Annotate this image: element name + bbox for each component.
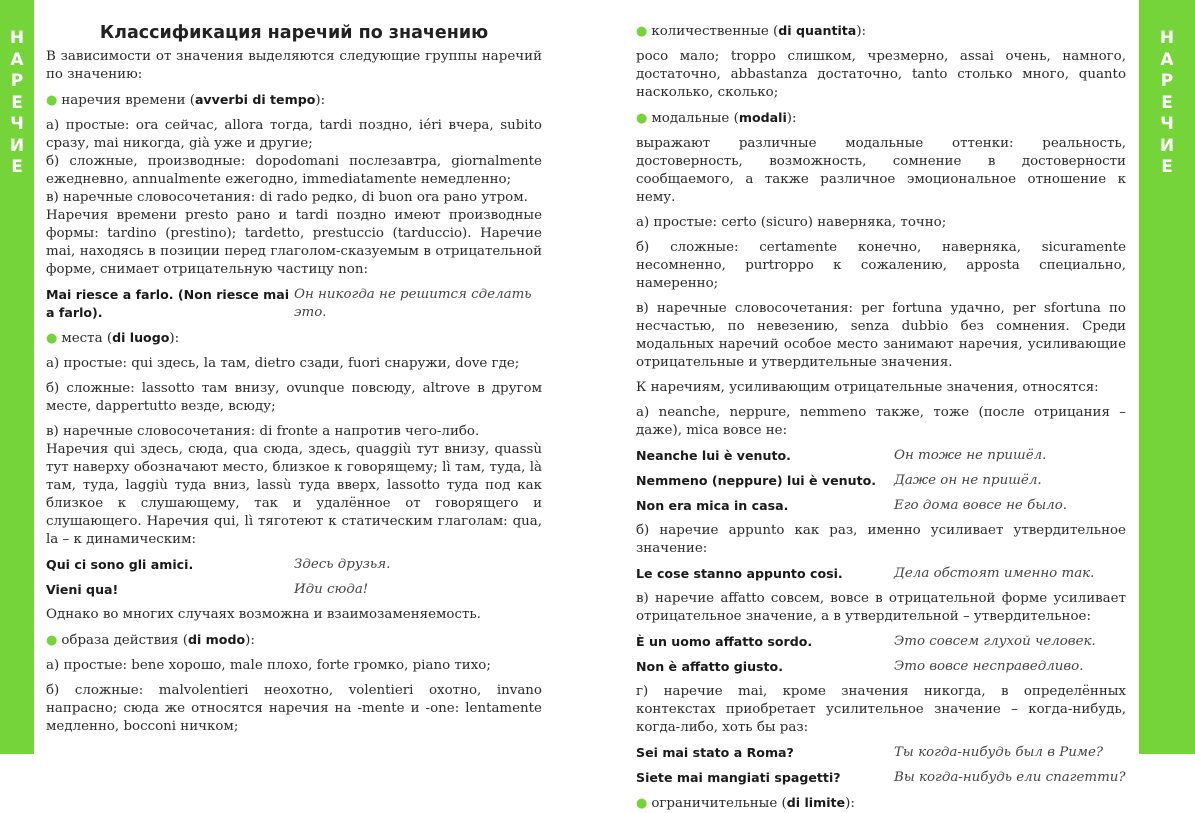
example-row	[636, 565, 1126, 583]
tab-letter: И	[9, 135, 25, 156]
example-russian: Он никогда не решится сделать это.	[294, 287, 532, 320]
section-term: modali	[738, 110, 787, 125]
time-note: Наречия времени presto рано и tardi поздно имеют производные формы: tardino (prestino); tardetto, prestuccio (tarduccio). Наречие mai, находясь в позиции перед глаголом-сказуемым в отрицательной форме, снимает отрицательную частицу non:	[46, 208, 542, 277]
example-italian: Sei mai stato a Roma?	[636, 745, 794, 760]
example-russian: Ты когда-нибудь был в Риме?	[894, 745, 1104, 760]
time-phrases: в) наречные словосочетания: di rado редко, di buon ora рано утром.	[46, 190, 528, 205]
bullet-icon: ●	[636, 111, 648, 126]
section-quantity-heading	[636, 22, 1126, 41]
example-row	[46, 581, 542, 599]
modal-mai: г) наречие mai, кроме значения никогда, в определённых контекстах приобретает усилительное значение – когда-нибудь, когда-либо, хоть бы раз:	[636, 684, 1126, 735]
example-row	[46, 556, 542, 574]
section-label: ограничительные (	[651, 796, 787, 811]
section-modal-heading	[636, 109, 1126, 128]
example-row	[636, 633, 1126, 651]
tab-letter: Н	[1159, 28, 1175, 48]
section-label: места (	[61, 331, 113, 346]
place-compound: б) сложные: lassotto там внизу, ovunque повсюду, altrove в другом месте, dappertutto везде, всюду;	[46, 381, 542, 414]
modal-phrases: в) наречные словосочетания: per fortuna удачно, per sfortuna по несчастью, по невезению, senza dubbio без сомнения. Среди модальных наречий особое место занимают наречия, усиливающие отрицательные и утвердительные значения.	[636, 301, 1126, 370]
section-term: di luogo	[112, 330, 170, 345]
tab-letter: Р	[10, 71, 24, 91]
section-term: di modo	[187, 632, 246, 647]
section-label-end: ):	[845, 796, 855, 811]
side-tab-right	[1139, 0, 1195, 754]
example-row	[636, 472, 1126, 490]
example-russian: Иди сюда!	[294, 582, 369, 597]
example-italian: Nemmeno (neppure) lui è venuto.	[636, 473, 877, 488]
modal-description: выражают различные модальные оттенки: реальность, достоверность, возможность, сомнение в достоверности сообщаемого, а также различное эмоциональное отношение к нему.	[636, 136, 1126, 205]
section-time-heading	[46, 91, 542, 110]
tab-letter: Р	[1160, 71, 1174, 91]
example-italian: Non era mica in casa.	[636, 498, 789, 513]
section-label-end: ):	[245, 633, 255, 648]
modal-negative-intro: К наречиям, усиливающим отрицательные значения, относятся:	[636, 380, 1099, 395]
section-manner-heading	[46, 631, 542, 650]
example-row	[636, 497, 1126, 515]
example-row	[636, 744, 1126, 762]
example-italian: Mai riesce a farlo. (Non riesce mai a farlo).	[46, 287, 290, 320]
modal-simple: а) простые: certo (sicuro) наверняка, точно;	[636, 215, 947, 230]
tab-letter: А	[1160, 49, 1174, 70]
section-label: модальные (	[651, 111, 739, 126]
time-simple: а) простые: ora сейчас, allora тогда, tardi поздно, iéri вчера, subito сразу, mai никогда, già уже и другие;	[46, 118, 542, 151]
tab-letter: Е	[1161, 92, 1173, 113]
section-label-end: ):	[786, 111, 797, 126]
tab-letter: Ч	[1160, 114, 1174, 134]
tab-letter: И	[1159, 135, 1175, 156]
section-label-end: ):	[315, 93, 326, 108]
section-place-heading	[46, 329, 542, 348]
tab-letter: Ч	[10, 114, 24, 134]
example-italian: È un uomo affatto sordo.	[636, 634, 813, 649]
example-russian: Вы когда-нибудь ели спагетти?	[894, 770, 1126, 785]
section-label: образа действия (	[61, 633, 188, 648]
example-row	[636, 769, 1126, 787]
section-term: di quantita	[778, 23, 857, 38]
example-italian: Neanche lui è venuto.	[636, 448, 791, 463]
time-compound: б) сложные, производные: dopodomani послезавтра, giornalmente ежедневно, annualmente ежегодно, immediatamente немедленно;	[46, 154, 542, 187]
example-russian: Это совсем глухой человек.	[894, 634, 1096, 649]
section-label-end: ):	[856, 24, 867, 39]
tab-letter: Е	[11, 92, 23, 113]
side-tab-word	[1139, 28, 1195, 179]
bullet-icon: ●	[46, 331, 58, 346]
manner-simple: а) простые: bene хорошо, male плохо, forte громко, piano тихо;	[46, 658, 491, 673]
section-label: наречия времени (	[61, 93, 195, 108]
example-russian: Здесь друзья.	[294, 557, 391, 572]
example-italian: Vieni qua!	[46, 582, 119, 597]
right-column	[636, 0, 1126, 811]
place-simple: а) простые: qui здесь, la там, dietro сзади, fuori снаружи, dove где;	[46, 356, 520, 371]
tab-letter: А	[10, 49, 24, 70]
page-title: Классификация наречий по значению	[99, 23, 489, 43]
modal-affatto: в) наречие affatto совсем, вовсе в отрицательной форме усиливает отрицательное значение, а в утвердительной – утвердительное:	[636, 591, 1126, 624]
example-russian: Он тоже не пришёл.	[894, 448, 1047, 463]
example-russian: Дела обстоят именно так.	[894, 566, 1095, 581]
side-tab-word	[0, 28, 34, 179]
example-russian: Его дома вовсе не было.	[894, 498, 1068, 513]
bullet-icon: ●	[46, 633, 58, 648]
modal-compound: б) сложные: certamente конечно, наверняка, sicuramente несомненно, purtroppo к сожалению, apposta специально, намеренно;	[636, 240, 1126, 291]
bullet-icon: ●	[636, 24, 648, 39]
modal-appunto: б) наречие appunto как раз, именно усиливает утвердительное значение:	[636, 523, 1126, 556]
section-label: количественные (	[651, 24, 779, 39]
side-tab-left	[0, 0, 34, 754]
example-italian: Le cose stanno appunto cosi.	[636, 566, 843, 581]
place-phrases: в) наречные словосочетания: di fronte a напротив чего-либо.	[46, 424, 480, 439]
example-italian: Qui ci sono gli amici.	[46, 557, 194, 572]
tab-letter: Е	[1161, 157, 1173, 177]
section-limit-heading	[636, 794, 1126, 813]
tab-letter: Н	[9, 28, 25, 48]
tab-letter: Е	[11, 157, 23, 177]
bullet-icon: ●	[46, 93, 58, 108]
place-note: Наречия qui здесь, сюда, qua сюда, здесь, quaggiù тут внизу, quassù тут наверху обозначают место, близкое к говорящему; lì там, туда, là там, туда, laggiù туда вниз, lassù туда вверх, lassotto туда под как близкое к слушающему, так и удалённое от говорящего и слушающего. Наречия qui, lì тяготеют к статическим глаголам: qua, la – к динамическим:	[46, 442, 542, 547]
section-term: avverbi di tempo	[194, 92, 316, 107]
example-row	[636, 447, 1126, 465]
bullet-icon: ●	[636, 796, 648, 811]
manner-compound: б) сложные: malvolentieri неохотно, volentieri охотно, invano напрасно; сюда же относятся наречия на -mente и -one: lentamente медленно, bocconi ничком;	[46, 683, 542, 734]
example-italian: Siete mai mangiati spagetti?	[636, 770, 841, 785]
left-column	[46, 0, 542, 754]
section-term: di limite	[786, 795, 846, 810]
example-russian: Даже он не пришёл.	[894, 473, 1042, 488]
modal-negative-list: а) neanche, neppure, nemmeno также, тоже (после отрицания – даже), mica вовсе не:	[636, 405, 1126, 438]
place-footnote: Однако во многих случаях возможна и взаимозаменяемость.	[46, 607, 481, 622]
intro-text: В зависимости от значения выделяются следующие группы наречий по значению:	[46, 49, 542, 82]
section-label-end: ):	[169, 331, 180, 346]
example-russian: Это вовсе несправедливо.	[894, 659, 1084, 674]
example-row	[636, 658, 1126, 676]
example-row	[46, 286, 542, 322]
quantity-list: poco мало; troppo слишком, чрезмерно, assai очень, намного, достаточно, abbastanza достаточно, tanto столько много, quanto насколько, сколько;	[636, 49, 1126, 100]
example-italian: Non è affatto giusto.	[636, 659, 783, 674]
